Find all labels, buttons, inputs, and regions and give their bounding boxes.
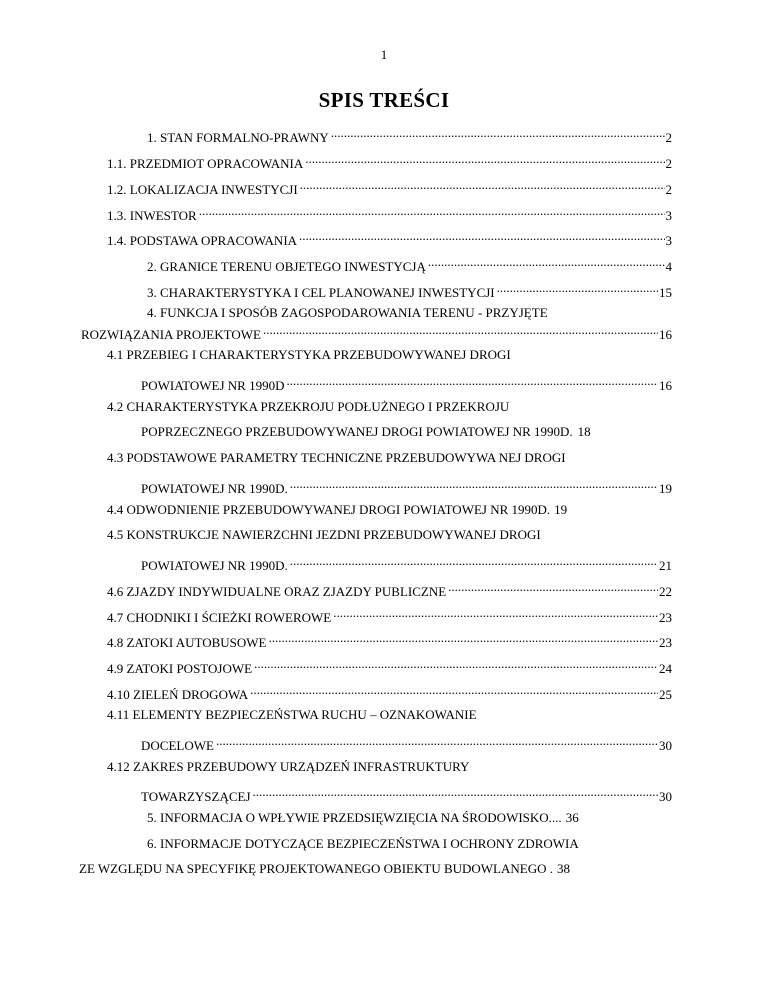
toc-entry-4-8[interactable] <box>107 629 672 650</box>
toc-entry-text: 3. CHARAKTERYSTYKA I CEL PLANOWANEJ INWESTYCJI <box>147 285 495 300</box>
toc-leader <box>250 681 658 699</box>
toc-entry-page: 15 <box>659 285 672 300</box>
toc-entry-4-12-cont[interactable] <box>141 783 672 804</box>
toc-entry-4-3[interactable] <box>107 449 566 467</box>
toc-entry-text: 4.3 PODSTAWOWE PARAMETRY TECHNICZNE PRZEBUDOWYWA NEJ DROGI <box>107 450 566 465</box>
page-number: 1 <box>380 47 388 62</box>
toc-entry-page: 30 <box>659 789 672 804</box>
toc-entry-4-4[interactable] <box>107 501 672 519</box>
toc-entry-page: 30 <box>659 738 672 753</box>
toc-entry-text: DOCELOWE <box>141 738 214 753</box>
toc-entry-text: 6. INFORMACJE DOTYCZĄCE BEZPIECZEŃSTWA I OCHRONY ZDROWIA <box>147 836 579 851</box>
toc-entry-4-11[interactable] <box>107 706 477 724</box>
toc-entry-page: 21 <box>659 558 672 573</box>
toc-leader <box>305 150 664 168</box>
toc-entry-4-cont[interactable] <box>81 321 672 342</box>
toc-entry-4-2[interactable] <box>107 398 509 416</box>
toc-leader <box>333 604 658 622</box>
toc-entry-text: 4.8 ZATOKI AUTOBUSOWE <box>107 635 267 650</box>
toc-entry-text: POWIATOWEJ NR 1990D. <box>141 558 288 573</box>
toc-entry-text: 4.2 CHARAKTERYSTYKA PRZEKROJU PODŁUŻNEGO I PRZEKROJU <box>107 399 510 414</box>
toc-entry-text: ZE WZGLĘDU NA SPECYFIKĘ PROJEKTOWANEGO OBIEKTU BUDOWLANEGO . <box>79 861 553 876</box>
toc-entry-1[interactable] <box>147 124 672 145</box>
toc-entry-text: POPRZECZNEGO PRZEBUDOWYWANEJ DROGI POWIATOWEJ NR 1990D. <box>141 424 573 439</box>
toc-entry-text: 4.4 ODWODNIENIE PRZEBUDOWYWANEJ DROGI POWIATOWEJ NR 1990D. <box>107 502 551 517</box>
toc-leader <box>263 321 658 339</box>
toc-entry-4-12[interactable] <box>107 758 469 776</box>
toc-entry-text: 4.9 ZATOKI POSTOJOWE <box>107 661 253 676</box>
toc-entry-text: TOWARZYSZĄCEJ <box>141 789 251 804</box>
toc-entry-page: 25 <box>659 687 672 702</box>
toc-entry-page: 4 <box>665 259 672 274</box>
toc-entry-text: POWIATOWEJ NR 1990D. <box>141 481 288 496</box>
toc-leader <box>331 124 665 142</box>
toc-entry-4-5[interactable] <box>107 526 541 544</box>
toc-entry-text: 1. STAN FORMALNO-PRAWNY <box>147 130 329 145</box>
toc-entry-4-1[interactable] <box>107 346 511 364</box>
toc-entry-text: 4.7 CHODNIKI I ŚCIEŻKI ROWEROWE <box>107 610 332 625</box>
toc-entry-page: 2 <box>665 156 672 171</box>
toc-entry-text: 1.3. INWESTOR <box>107 208 197 223</box>
toc-entry-text: 4.1 PRZEBIEG I CHARAKTERYSTYKA PRZEBUDOWYWANEJ DROGI <box>107 347 511 362</box>
toc-entry-text: ROZWIĄZANIA PROJEKTOWE <box>81 327 261 342</box>
toc-entry-text: 1.1. PRZEDMIOT OPRACOWANIA <box>107 156 304 171</box>
toc-entry-6[interactable] <box>147 835 579 853</box>
toc-entry-4[interactable] <box>147 304 548 322</box>
toc-entry-4-6[interactable] <box>107 578 672 599</box>
toc-leader <box>253 783 658 801</box>
toc-entry-1-2[interactable] <box>107 176 672 197</box>
toc-entry-page: 18 <box>577 424 591 439</box>
toc-entry-4-1-cont[interactable] <box>141 372 672 393</box>
toc-entry-page: 19 <box>659 481 672 496</box>
toc-entry-text: 5. INFORMACJA O WPŁYWIE PRZEDSIĘWZIĘCIA NA ŚRODOWISKO.... <box>147 810 562 825</box>
toc-entry-page: 16 <box>659 327 672 342</box>
toc-entry-4-7[interactable] <box>107 604 672 625</box>
toc-entry-text: POWIATOWEJ NR 1990D <box>141 378 285 393</box>
toc-entry-text: 1.2. LOKALIZACJA INWESTYCJI <box>107 182 298 197</box>
toc-entry-page: 23 <box>659 635 672 650</box>
toc-leader <box>300 176 665 194</box>
toc-leader <box>290 552 658 570</box>
toc-entry-6-cont[interactable] <box>79 860 673 878</box>
toc-entry-text: 2. GRANICE TERENU OBJETEGO INWESTYCJĄ <box>147 259 426 274</box>
toc-entry-text: 4.5 KONSTRUKCJE NAWIERZCHNI JEZDNI PRZEBUDOWYWANEJ DROGI <box>107 527 541 542</box>
toc-entry-text: 4.6 ZJAZDY INDYWIDUALNE ORAZ ZJAZDY PUBLICZNE <box>107 584 447 599</box>
toc-entry-text: 4.12 ZAKRES PRZEBUDOWY URZĄDZEŃ INFRASTRUKTURY <box>107 759 470 774</box>
toc-entry-2[interactable] <box>147 253 672 274</box>
toc-entry-text: 1.4. PODSTAWA OPRACOWANIA <box>107 233 298 248</box>
toc-entry-5[interactable] <box>147 809 672 827</box>
toc-entry-page: 3 <box>665 208 672 223</box>
toc-entry-text: 4. FUNKCJA I SPOSÓB ZAGOSPODAROWANIA TERENU - PRZYJĘTE <box>147 305 548 320</box>
toc-entry-page: 23 <box>659 610 672 625</box>
toc-entry-4-9[interactable] <box>107 655 672 676</box>
toc-entry-1-1[interactable] <box>107 150 672 171</box>
toc-leader <box>199 202 665 220</box>
toc-entry-text: 4.11 ELEMENTY BEZPIECZEŃSTWA RUCHU – OZNAKOWANIE <box>107 707 477 722</box>
toc-entry-4-3-cont[interactable] <box>141 475 672 496</box>
toc-entry-4-10[interactable] <box>107 681 672 702</box>
toc-entry-4-11-cont[interactable] <box>141 732 672 753</box>
toc-leader <box>448 578 658 596</box>
toc-entry-page: 19 <box>554 502 568 517</box>
toc-entry-page: 2 <box>665 130 672 145</box>
toc-entry-page: 2 <box>665 182 672 197</box>
toc-entry-3[interactable] <box>147 279 672 300</box>
toc-entry-page: 22 <box>659 584 672 599</box>
page-title: SPIS TREŚCI <box>318 88 450 112</box>
toc-leader <box>269 629 659 647</box>
toc-entry-page: 36 <box>565 810 579 825</box>
toc-leader <box>299 227 664 245</box>
toc-entry-1-3[interactable] <box>107 202 672 223</box>
toc-leader <box>497 279 658 297</box>
toc-leader <box>428 253 665 271</box>
toc-entry-text: 4.10 ZIELEŃ DROGOWA <box>107 687 249 702</box>
toc-leader <box>290 475 658 493</box>
toc-entry-page: 38 <box>557 861 570 876</box>
toc-entry-1-4[interactable] <box>107 227 672 248</box>
toc-leader <box>286 372 658 390</box>
toc-entry-page: 16 <box>659 378 672 393</box>
toc-entry-page: 3 <box>665 233 672 248</box>
toc-entry-page: 24 <box>659 661 672 676</box>
toc-entry-4-5-cont[interactable] <box>141 552 672 573</box>
toc-leader <box>254 655 658 673</box>
toc-leader <box>216 732 658 750</box>
toc-entry-4-2-cont[interactable] <box>141 423 672 441</box>
